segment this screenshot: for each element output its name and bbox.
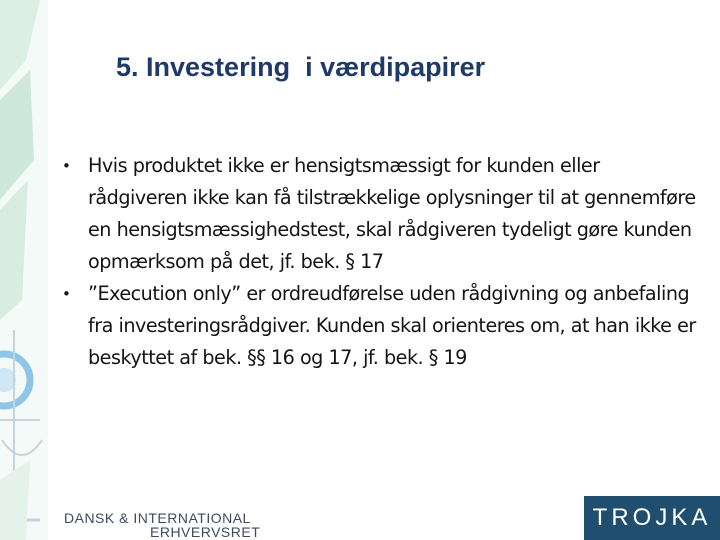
scales-of-justice-icon [0,0,48,540]
left-decoration [0,0,48,540]
trojka-logo [584,496,720,540]
bullet-text: Hvis produktet ikke er hensigtsmæssigt for kunden eller rådgiveren ikke kan få tilstrækkelige oplysninger til at gennemføre en hensigtsmæssighedstest, skal rådgiveren tydeligt gøre kunden opmærksom på det, jf. bek. § 17 [88,154,696,273]
bullet-marker: • [62,157,71,175]
slide-title: 5. Investering i værdipapirer [116,52,486,82]
bullet-text: ”Execution only” er ordreudførelse uden rådgivning og anbefaling fra investeringsrådgiver. Kunden skal orienteres om, at han ikke er beskyttet af bek. §§ 16 og 17, jf. bek. § 19 [88,282,696,369]
footer-logo-line2: ERHVERVSRET [150,524,261,540]
bullet-item [60,150,700,278]
footer-logo [64,511,260,539]
trojka-logo-text: TROJKA [592,504,712,531]
bullet-item [60,278,700,374]
bullet-list [60,150,700,374]
footer-logo-line1: DANSK & INTERNATIONAL [64,510,251,526]
bullet-marker: • [62,285,71,303]
